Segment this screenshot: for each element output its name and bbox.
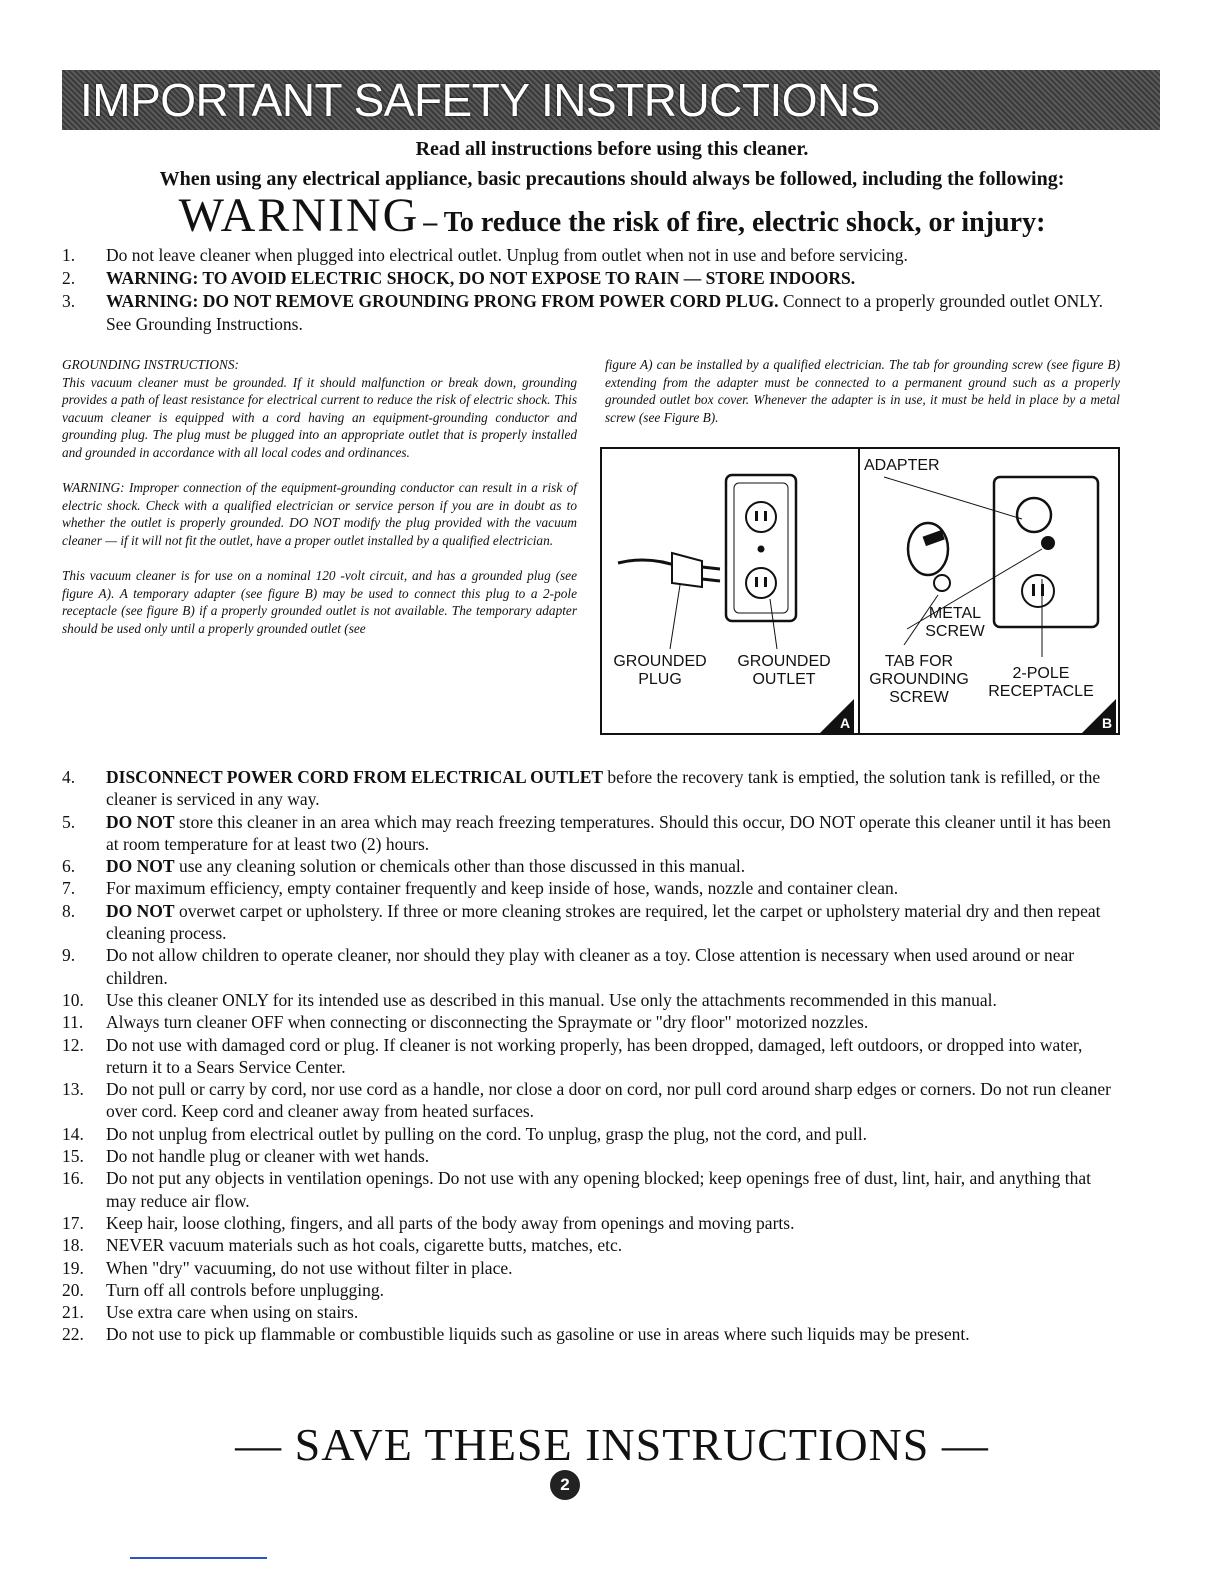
item-number: 8. — [62, 900, 76, 921]
item-number: 2. — [62, 268, 76, 288]
list-item — [62, 290, 1122, 336]
list-item — [62, 811, 1122, 856]
item-text: Turn off all controls before unplugging. — [106, 1279, 385, 1300]
item-text: When "dry" vacuuming, do not use without filter in place. — [106, 1257, 513, 1278]
item-number: 20. — [62, 1279, 84, 1300]
list-item — [62, 900, 1122, 945]
item-text: Do not use with damaged cord or plug. If cleaner is not working properly, has been dropped, damaged, left outdoors, or dropped into water, return it to a Sears Service Center. — [106, 1034, 1083, 1077]
item-text: Do not allow children to operate cleaner, nor should they play with cleaner as a toy. Close attention is necessary when used around or near children. — [106, 945, 1075, 988]
intro-precautions: When using any electrical appliance, basic precautions should always be followed, including the following: — [159, 168, 1065, 190]
item-number: 13. — [62, 1079, 84, 1100]
list-item — [62, 1301, 1122, 1323]
item-text: Use extra care when using on stairs. — [106, 1302, 359, 1323]
bottom-instruction-list — [62, 766, 1122, 1346]
two-pole-receptacle-drawing — [994, 477, 1098, 627]
item-number: 11. — [62, 1012, 84, 1033]
save-instructions-heading: — SAVE THESE INSTRUCTIONS — — [235, 1419, 989, 1470]
list-item — [62, 1034, 1122, 1079]
item-number: 21. — [62, 1302, 84, 1323]
item-number: 1. — [62, 245, 76, 265]
figure-a-letter: A — [840, 715, 851, 731]
list-item — [62, 989, 1122, 1011]
list-item — [62, 267, 1122, 290]
item-text: Do not pull or carry by cord, nor use cord as a handle, nor close a door on cord, nor pull cord around sharp edges or corners. Do not run cleaner over cord. Keep cord and cleaner away from heated surfaces. — [106, 1079, 1111, 1122]
warning-subtitle: – To reduce the risk of fire, electric shock, or injury: — [423, 207, 1046, 238]
item-number: 4. — [62, 767, 76, 787]
intro-read-all: Read all instructions before using this cleaner. — [415, 138, 809, 160]
figure-b-letter: B — [1102, 715, 1113, 731]
item-number: 17. — [62, 1212, 84, 1233]
item-number: 6. — [62, 856, 76, 877]
title-banner — [62, 70, 1160, 130]
figure-divider — [858, 449, 860, 733]
list-item — [62, 766, 1122, 811]
item-number: 5. — [62, 811, 76, 832]
warning-word: WARNING — [178, 189, 420, 242]
grounded-outlet-drawing — [726, 475, 796, 649]
item-text: Use this cleaner ONLY for its intended use as described in this manual. Use only the attachments recommended in this manual. — [106, 989, 997, 1010]
page-title: IMPORTANT SAFETY INSTRUCTIONS — [80, 74, 880, 126]
page-number: 2 — [550, 1470, 580, 1500]
grounding-heading: GROUNDING INSTRUCTIONS: — [62, 357, 239, 372]
top-instruction-list — [62, 244, 1122, 336]
item-number: 12. — [62, 1034, 84, 1055]
item-number: 19. — [62, 1257, 84, 1278]
list-item — [62, 1011, 1122, 1033]
two-pole-receptacle-label: 2-POLE RECEPTACLE — [988, 665, 1094, 700]
item-text: DO NOT overwet carpet or upholstery. If three or more cleaning strokes are required, let the carpet or upholstery material dry and then repeat cleaning process. — [106, 900, 1101, 944]
item-number: 10. — [62, 989, 84, 1010]
list-item — [62, 1323, 1122, 1345]
item-text: For maximum efficiency, empty container frequently and keep inside of hose, wands, nozzle and container clean. — [106, 878, 899, 899]
adapter-label: ADAPTER — [864, 457, 940, 474]
item-number: 9. — [62, 945, 76, 966]
item-text: Do not put any objects in ventilation openings. Do not use with any opening blocked; keep openings free of dust, lint, hair, and anything that may reduce air flow. — [106, 1168, 1091, 1211]
item-text: Do not leave cleaner when plugged into electrical outlet. Unplug from outlet when not in use and before servicing. — [106, 245, 908, 265]
item-number: 18. — [62, 1235, 84, 1256]
item-text: Keep hair, loose clothing, fingers, and all parts of the body away from openings and moving parts. — [106, 1212, 795, 1233]
warning-heading — [0, 188, 1224, 243]
item-number: 14. — [62, 1123, 84, 1144]
grounding-instructions — [62, 356, 577, 655]
grounding-paragraph: This vacuum cleaner must be grounded. If it should malfunction or break down, grounding provides a path of least resistance for electrical current to reduce the risk of electric shock. This vacuum cleaner is equipped with a cord having an equipment-grounding conductor and grounding plug. The plug must be plugged into an appropriate outlet that is properly installed and grounded in accordance with all local codes and ordinances. — [62, 374, 577, 460]
item-number: 22. — [62, 1324, 84, 1345]
list-item — [62, 244, 1122, 267]
item-text: Always turn cleaner OFF when connecting or disconnecting the Spraymate or "dry floor" motorized nozzles. — [106, 1012, 869, 1033]
list-item — [62, 1167, 1122, 1212]
item-text: NEVER vacuum materials such as hot coals, cigarette butts, matches, etc. — [106, 1235, 623, 1256]
item-text: Do not unplug from electrical outlet by pulling on the cord. To unplug, grasp the plug, not the cord, and pull. — [106, 1123, 868, 1144]
grounding-figures — [600, 447, 1120, 735]
grounded-plug-label: GROUNDED PLUG — [613, 653, 707, 688]
grounding-warning-paragraph: WARNING: Improper connection of the equipment-grounding conductor can result in a risk of electric shock. Check with a qualified electrician or service person if you are in doubt as to whether the outlet is properly grounded. DO NOT modify the plug provided with the vacuum cleaner — if it will not fit the outlet, have a proper outlet installed by a qualified electrician. — [62, 480, 577, 548]
list-item — [62, 855, 1122, 877]
item-number: 3. — [62, 291, 76, 311]
list-item — [62, 1279, 1122, 1301]
item-text: Do not use to pick up flammable or combustible liquids such as gasoline or use in areas where such liquids may be present. — [106, 1324, 970, 1345]
grounding-tab-label: TAB FOR GROUNDING SCREW — [869, 653, 969, 706]
list-item — [62, 1257, 1122, 1279]
list-item — [62, 1078, 1122, 1123]
item-number: 15. — [62, 1146, 84, 1167]
list-item — [62, 944, 1122, 989]
item-text: DO NOT store this cleaner in an area which may reach freezing temperatures. Should this occur, DO NOT operate this cleaner until it has been at room temperature for at least two (2) hours. — [106, 811, 1111, 854]
item-text: Do not handle plug or cleaner with wet hands. — [106, 1146, 430, 1167]
list-item — [62, 1234, 1122, 1256]
metal-screw-label: METAL SCREW — [925, 605, 985, 640]
list-item — [62, 877, 1122, 899]
item-number: 16. — [62, 1168, 84, 1189]
item-text: DISCONNECT POWER CORD FROM ELECTRICAL OUTLET before the recovery tank is emptied, the solution tank is refilled, or the cleaner is serviced in any way. — [106, 767, 1101, 810]
grounded-outlet-label: GROUNDED OUTLET — [737, 653, 831, 688]
item-text: DO NOT use any cleaning solution or chemicals other than those discussed in this manual. — [106, 856, 746, 877]
grounding-continuation: figure A) can be installed by a qualified electrician. The tab for grounding screw (see figure B) extending from the adapter must be connected to a permanent ground such as a properly grounded outlet box cover. Whenever the adapter is in use, it must be held in place by a metal screw (see Figure B). — [605, 357, 1120, 425]
item-number: 7. — [62, 878, 76, 899]
grounding-voltage-paragraph: This vacuum cleaner is for use on a nominal 120 -volt circuit, and has a grounded plug (see figure A). A temporary adapter (see figure B) may be used to connect this plug to a 2-pole receptacle (see figure B) if a properly grounded outlet is not available. The temporary adapter should be used only until a properly grounded outlet (see — [62, 568, 577, 636]
list-item — [62, 1123, 1122, 1145]
item-text: WARNING: TO AVOID ELECTRIC SHOCK, DO NOT EXPOSE TO RAIN — STORE INDOORS. — [106, 268, 856, 288]
item-text: WARNING: DO NOT REMOVE GROUNDING PRONG FROM POWER CORD PLUG. Connect to a properly grounded outlet ONLY. See Grounding Instructions. — [106, 291, 1103, 334]
grounded-plug-drawing — [618, 553, 720, 649]
list-item — [62, 1212, 1122, 1234]
footer-rule — [130, 1557, 267, 1559]
list-item — [62, 1145, 1122, 1167]
